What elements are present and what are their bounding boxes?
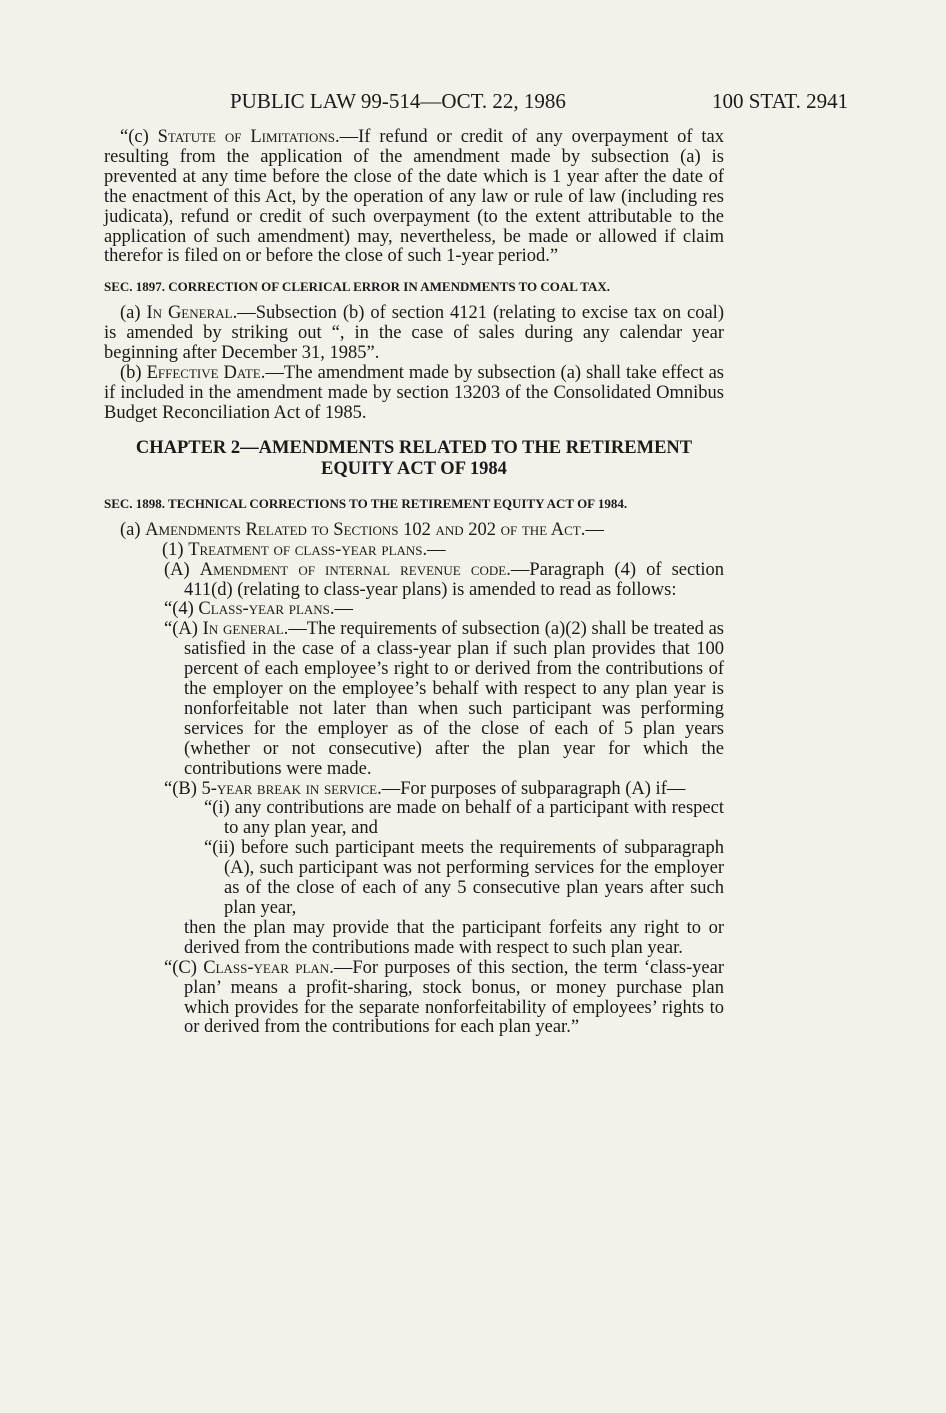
para-text: .—For purposes of subparagraph (A) if— [377,778,686,799]
para-text: .—Paragraph (4) of section 411(d) (relating to class-year plans) is amended to read as follows: [184,559,724,600]
quoted-subparagraph-C [104,959,724,1039]
para-marker: (1) [162,539,189,560]
para-heading: Treatment of class-year plans [188,539,423,560]
section-1897-heading: SEC. 1897. CORRECTION OF CLERICAL ERROR IN AMENDMENTS TO COAL TAX. [104,279,610,295]
paragraph-1897-a [104,304,724,364]
para-marker: “(C) [164,957,204,978]
quoted-subparagraph-A [104,620,724,779]
chapter-heading-line-2: EQUITY ACT OF 1984 [321,458,507,479]
para-marker: (a) [120,303,147,324]
para-heading: Amendment of internal revenue code [199,559,507,580]
paragraph-1898-a-1 [104,541,724,561]
paragraph-1898-a [104,521,724,541]
body-text [104,128,724,1038]
chapter-heading-line-1: CHAPTER 2—AMENDMENTS RELATED TO THE RETIREMENT [135,437,693,458]
quoted-clause-ii: “(ii) before such participant meets the requirements of subparagraph (A), such participant was not performing services for the employer as of the close of each of any 5 consecutive plan years after such plan year, [204,838,724,918]
para-heading: Statute of Limitations [157,127,335,147]
para-marker: “(B) [164,778,202,799]
para-marker: (a) [120,519,146,540]
para-heading: 5-year break in service [201,778,378,799]
paragraph-1897-b [104,364,724,424]
para-marker: (A) [164,559,200,580]
quoted-subparagraph-B-continuation: then the plan may provide that the participant forfeits any right to or derived from the contributions made with respect to such plan year. [184,917,724,958]
para-heading: Class-year plan [203,957,330,978]
para-text: .— [422,539,446,560]
para-text: .—Subsection (b) of section 4121 (relating to excise tax on coal) is amended by striking out “, in the case of sales during any calendar year beginning after December 31, 1985”. [104,303,724,364]
section-1898-heading: SEC. 1898. TECHNICAL CORRECTIONS TO THE RETIREMENT EQUITY ACT OF 1984. [104,495,628,511]
para-heading: In general [202,619,284,640]
para-heading: In General [146,303,233,324]
quoted-paragraph-4 [104,600,724,620]
para-text: .—If refund or credit of any overpayment of tax resulting from the application of the amendment made by subsection (a) is prevented at any time before the close of the date which is 1 year after the date of the enactment of this Act, by the operation of any law or rule of law (including res judicata), refund or credit of such overpayment (to the extent attributable to the application of such amendment) may, nevertheless, be made or allowed if claim therefor is filed on or before the close of such 1-year period.” [104,127,724,267]
running-title: PUBLIC LAW 99-514—OCT. 22, 1986 [230,89,566,113]
para-text: .— [329,599,354,620]
para-heading: Class-year plans [198,599,330,620]
para-heading: Effective Date [146,363,261,384]
chapter-heading [104,438,724,480]
quoted-clause-i: “(i) any contributions are made on behalf of a participant with respect to any plan year, and [204,798,724,839]
para-marker: “(4) [164,599,199,620]
para-text: .—For purposes of this section, the term ‘class-year plan’ means a profit-sharing, stock bonus, or money purchase plan which provides for the separate nonforfeitability of employees’ rights to or derived from the contributions for each plan year.” [184,957,725,1038]
para-text: .—The amendment made by subsection (a) shall take effect as if included in the amendment made by section 13203 of the Consolidated Omnibus Budget Reconciliation Act of 1985. [104,363,724,423]
page-header [0,86,946,116]
statute-page-number: 100 STAT. 2941 [712,89,849,113]
para-marker: (b) [120,363,147,384]
para-text: .—The requirements of subsection (a)(2) shall be treated as satisfied in the case of a class-year plan if such plan provides that 100 percent of each employee’s right to or derived from the contributions of the employer on the employee’s behalf with respect to any plan year is nonforfeitable not later than when such participant was performing services for the employer as of the close of each of 5 plan years (whether or not consecutive) after the plan year for which the contributions were made. [184,619,724,779]
para-heading: Amendments Related to Sections 102 and 202 of the Act [145,519,581,540]
quoted-subparagraph-B [104,780,724,800]
para-text: .— [580,519,604,540]
paragraph-1898-a-1-A [104,561,724,601]
paragraph-statute-of-limitations [104,128,724,267]
para-marker: “(c) [120,127,158,147]
para-marker: “(A) [164,619,203,640]
